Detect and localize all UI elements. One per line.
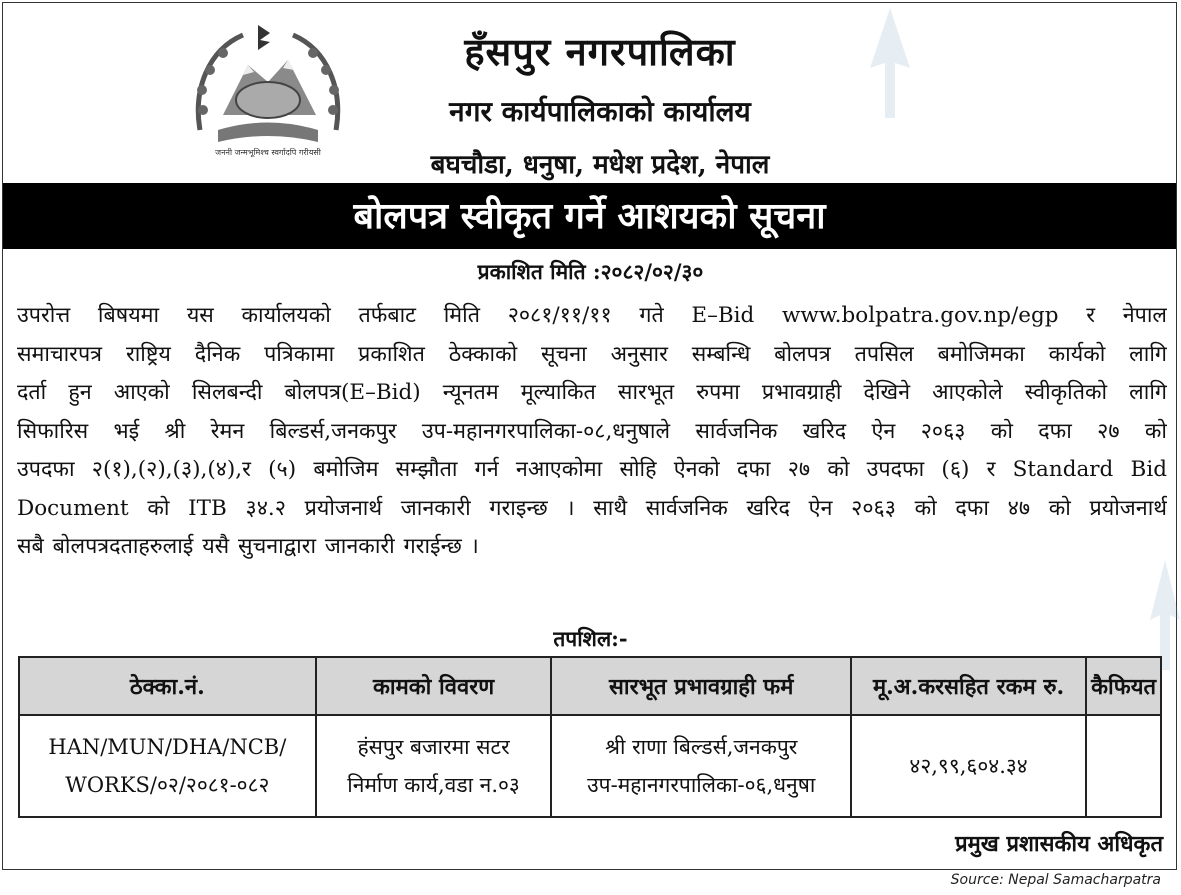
contract-no-cell bbox=[19, 715, 316, 817]
col-amount: मू.अ.करसहित रकम रु. bbox=[851, 657, 1086, 715]
municipality-name: हँसपुर नगरपालिका bbox=[464, 29, 736, 74]
notice-body bbox=[17, 297, 1167, 567]
firm-line: उप-महानगरपालिका-०६,धनुषा bbox=[587, 773, 816, 797]
decorative-arrow-icon bbox=[1150, 560, 1180, 670]
amount-cell: ४२,९९,६०४.३४ bbox=[851, 715, 1086, 817]
contract-no-line: WORKS/०२/२०८१-०८२ bbox=[65, 773, 270, 797]
bid-table bbox=[18, 656, 1162, 818]
svg-text:जननी जन्मभूमिश्च स्वर्गादपि गर: जननी जन्मभूमिश्च स्वर्गादपि गरीयसी bbox=[215, 148, 321, 157]
col-work-description: कामको विवरण bbox=[316, 657, 552, 715]
work-description-cell bbox=[316, 715, 552, 817]
body-line: दर्ता हुन आएको सिलबन्दी बोलपत्र(E–Bid) न्यूनतम मूल्याकित सारभूत रुपमा प्रभावग्राही देखिने आएकोले स्वीकृतिको लागि bbox=[17, 380, 1167, 405]
body-line: Document को ITB ३४.२ प्रयोजनार्थ जानकारी गराइन्छ । साथै सार्वजनिक खरिद ऐन २०६३ को दफा ४७ को प्रयोजनार्थ bbox=[17, 495, 1167, 521]
remarks-cell bbox=[1086, 715, 1161, 817]
body-line: सिफारिस भई श्री रेमन बिल्डर्स,जनकपुर उप-महानगरपालिका-०८,धनुषाले सार्वजनिक खरिद ऐन २०६३ को दफा २७ को bbox=[17, 418, 1167, 444]
office-name: नगर कार्यपालिकाको कार्यालय bbox=[449, 95, 751, 128]
col-responsive-firm: सारभूत प्रभावग्राही फर्म bbox=[551, 657, 851, 715]
office-address: बघचौडा, धनुषा, मधेश प्रदेश, नेपाल bbox=[430, 150, 770, 180]
body-line: समाचारपत्र राष्ट्रिय दैनिक पत्रिकामा प्रकाशित ठेक्काको सूचना अनुसार सम्बन्धि बोलपत्र तपसिल बमोजिमका कार्यको लागि bbox=[17, 341, 1167, 367]
work-line: हंसपुर बजारमा सटर bbox=[357, 735, 510, 759]
signatory: प्रमुख प्रशासकीय अधिकृत bbox=[955, 831, 1163, 857]
firm-cell bbox=[551, 715, 851, 817]
table-header-row bbox=[19, 657, 1161, 715]
body-line: उपदफा २(१),(२),(३),(४),र (५) बमोजिम सम्झौता गर्न नआएकोमा सोहि ऐनको दफा २७ को उपदफा (६) र Standard Bid bbox=[17, 457, 1167, 482]
schedule-label: तपशिल:- bbox=[553, 626, 628, 651]
body-line: सबै बोलपत्रदताहरुलाई यसै सुचनाद्वारा जानकारी गराईन्छ । bbox=[17, 534, 479, 559]
col-contract-no: ठेक्का.नं. bbox=[19, 657, 316, 715]
contract-no-line: HAN/MUN/DHA/NCB/ bbox=[48, 735, 287, 759]
notice-title-banner: बोलपत्र स्वीकृत गर्ने आशयको सूचना bbox=[3, 183, 1176, 249]
work-line: निर्माण कार्य,वडा न.०३ bbox=[347, 773, 520, 797]
table-row bbox=[19, 715, 1161, 817]
source-credit: Source: Nepal Samacharpatra bbox=[950, 872, 1161, 888]
firm-line: श्री राणा बिल्डर्स,जनकपुर bbox=[605, 735, 798, 759]
body-line: उपरोत्त बिषयमा यस कार्यालयको तर्फबाट मिति २०८१/११/११ गते E–Bid www.bolpatra.gov.np/egp र नेपाल bbox=[17, 303, 1167, 328]
published-date: प्रकाशित मिति :२०८२/०२/३० bbox=[477, 259, 704, 284]
col-remarks: कैफियत bbox=[1086, 657, 1161, 715]
